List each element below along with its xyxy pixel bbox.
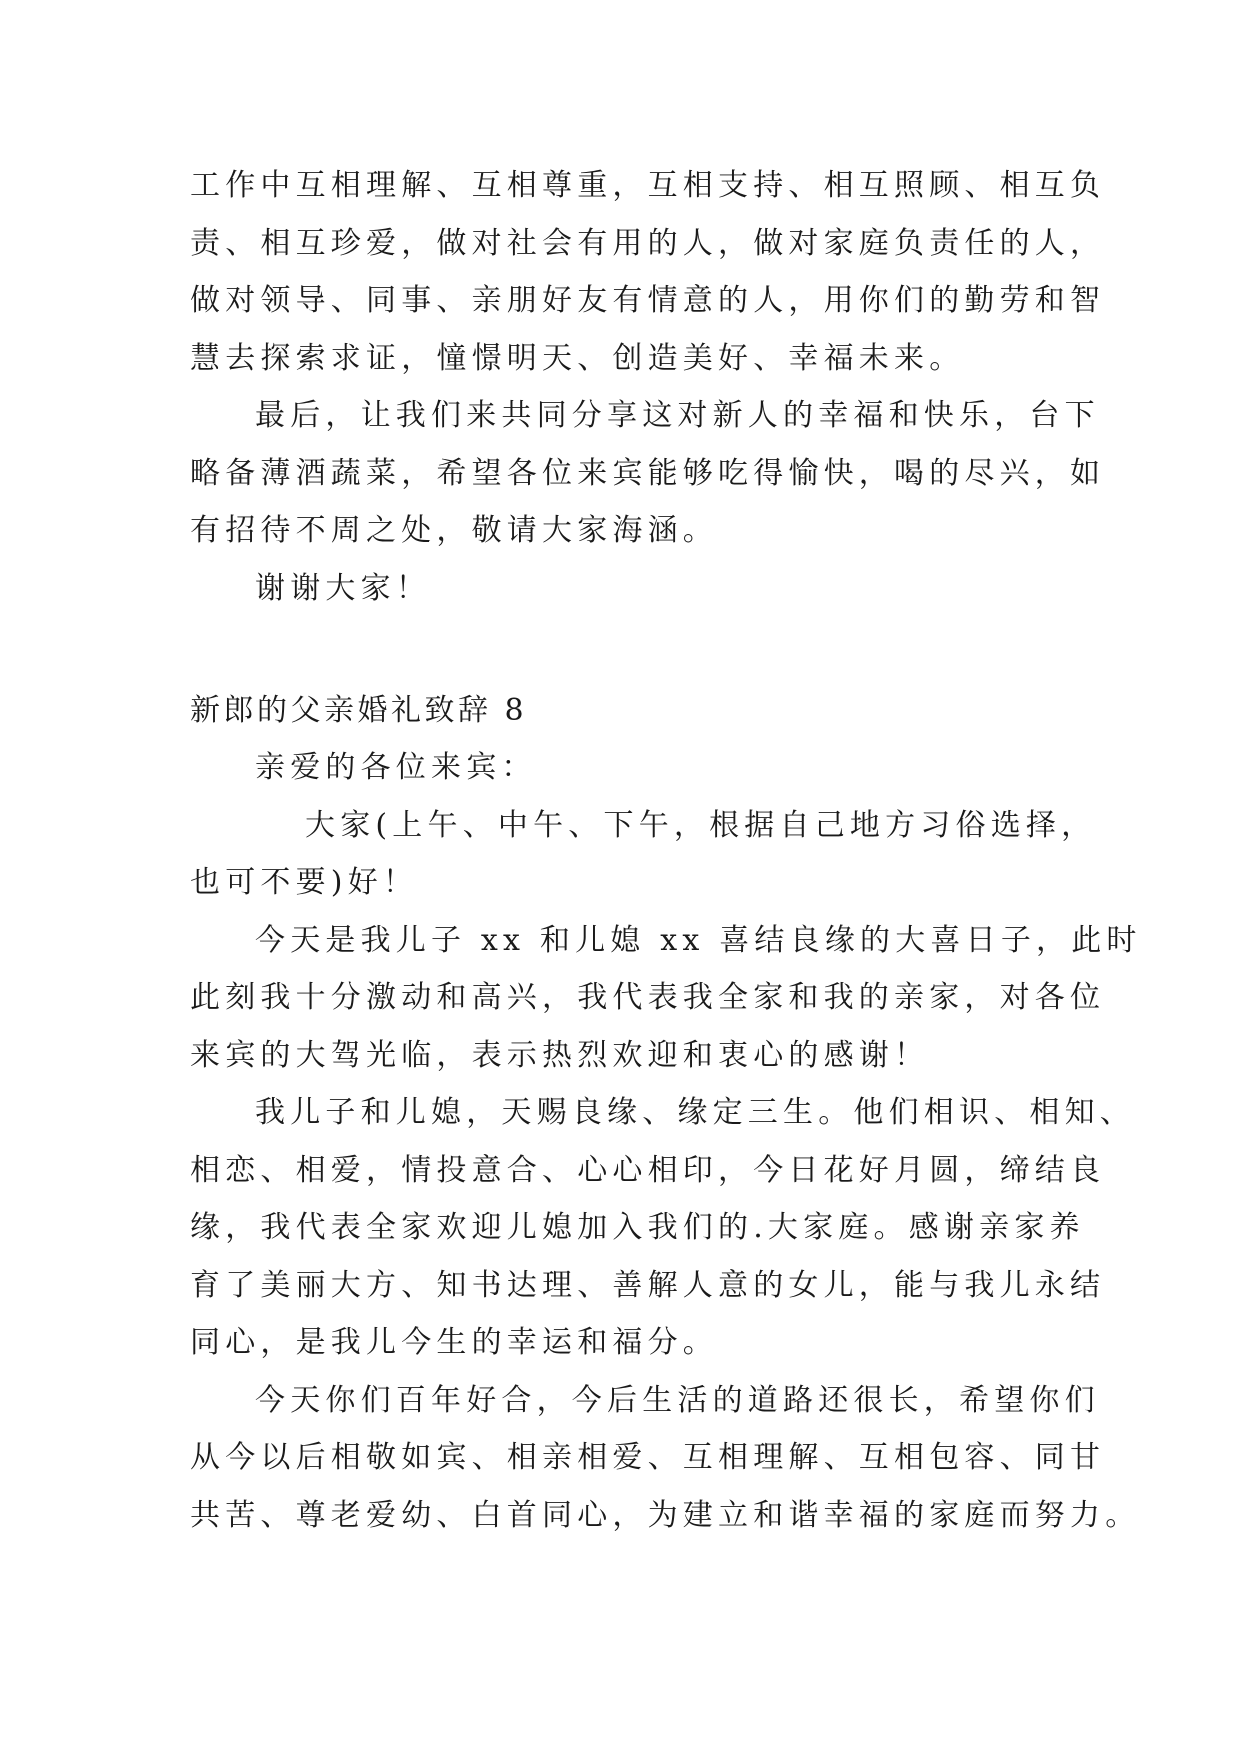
text-block-bottom	[190, 739, 1142, 1544]
salutation-line: 亲爱的各位来宾：	[255, 750, 537, 785]
paragraph-line: 慧去探索求证，憧憬明天、创造美好、幸福未来。	[190, 340, 965, 376]
paragraph-line: 从今以后相敬如宾、相亲相爱、互相理解、互相包容、同甘	[190, 1440, 1106, 1475]
paragraph-line: 育了美丽大方、知书达理、善解人意的女儿，能与我儿永结	[190, 1267, 1106, 1303]
paragraph-line: 缘，我代表全家欢迎儿媳加入我们的.大家庭。感谢亲家养	[190, 1210, 1085, 1245]
paragraph-line: 此刻我十分激动和高兴，我代表我全家和我的亲家，对各位	[190, 980, 1106, 1015]
paragraph-line: 相恋、相爱，情投意合、心心相印，今日花好月圆，缔结良	[190, 1152, 1106, 1188]
paragraph-line: 工作中互相理解、互相尊重，互相支持、相互照顾、相互负	[190, 168, 1106, 203]
paragraph-line: 共苦、尊老爱幼、白首同心，为建立和谐幸福的家庭而努力。	[190, 1497, 1141, 1533]
paragraph-line: 做对领导、同事、亲朋好友有情意的人，用你们的勤劳和智	[190, 283, 1106, 318]
paragraph-line: 责、相互珍爱，做对社会有用的人，做对家庭负责任的人，	[190, 225, 1106, 261]
paragraph-line: 略备薄酒蔬菜，希望各位来宾能够吃得愉快，喝的尽兴，如	[190, 455, 1106, 491]
paragraph-line: 今天你们百年好合，今后生活的道路还很长，希望你们	[255, 1382, 1100, 1418]
paragraph-line: 同心，是我儿今生的幸运和福分。	[190, 1325, 718, 1360]
paragraph-line: 有招待不周之处，敬请大家海涵。	[190, 513, 718, 548]
paragraph-line: 大家(上午、中午、下午，根据自己地方习俗选择，	[305, 807, 1097, 843]
text-block-top	[190, 157, 1106, 617]
paragraph-line: 今天是我儿子 xx 和儿媳 xx 喜结良缘的大喜日子，此时	[255, 922, 1142, 958]
section-title: 新郎的父亲婚礼致辞 8	[190, 693, 528, 728]
paragraph-line: 我儿子和儿媳，天赐良缘、缘定三生。他们相识、相知、	[255, 1095, 1135, 1130]
paragraph-line: 来宾的大驾光临，表示热烈欢迎和衷心的感谢！	[190, 1037, 930, 1073]
paragraph-line: 也可不要)好！	[190, 865, 419, 900]
paragraph-line: 最后，让我们来共同分享这对新人的幸福和快乐，台下	[255, 398, 1100, 433]
paragraph-line: 谢谢大家！	[255, 570, 431, 606]
